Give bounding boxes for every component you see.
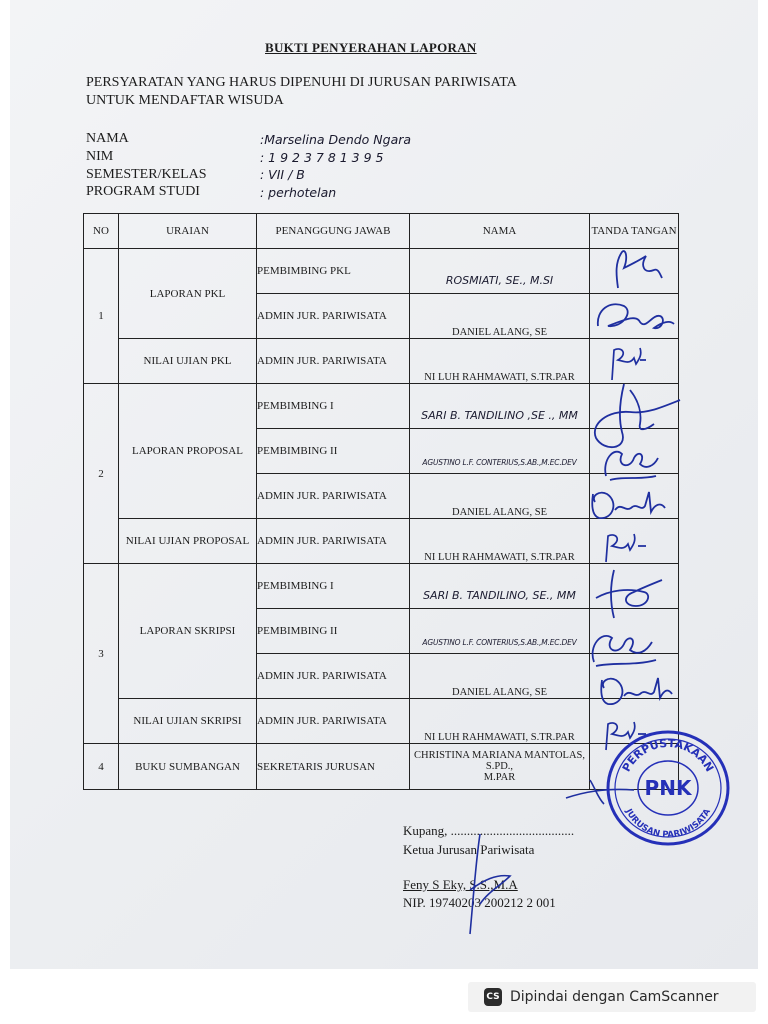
prodi-value: : perhotelan: [260, 185, 337, 200]
nama-cell: [410, 474, 590, 519]
table-row: [84, 699, 679, 744]
pj-cell: ADMIN JUR. PARIWISATA: [257, 519, 410, 564]
table-row: [84, 519, 679, 564]
signatory-nip: NIP. 19740203 200212 2 001: [403, 895, 556, 910]
printed-name: DANIEL ALANG, SE: [452, 327, 547, 338]
handwritten-name: SARI B. TANDILINO, SE., MM: [423, 589, 576, 602]
printed-name: M.PAR: [483, 772, 516, 783]
camscanner-logo-icon: CS: [484, 988, 502, 1006]
uraian-cell: BUKU SUMBANGAN: [119, 744, 257, 790]
pj-cell: PEMBIMBING I: [257, 384, 410, 429]
semester-label: SEMESTER/KELAS: [86, 167, 207, 182]
header-tanda-tangan: TANDA TANGAN: [590, 214, 679, 249]
row-number: 1: [84, 249, 119, 384]
camscanner-text: Dipindai dengan CamScanner: [510, 989, 719, 1005]
nama-cell: [410, 339, 590, 384]
row-number: 2: [84, 384, 119, 564]
signature-cell: [590, 249, 679, 294]
handwritten-name: SARI B. TANDILINO ,SE ., MM: [421, 409, 578, 422]
pj-cell: PEMBIMBING II: [257, 429, 410, 474]
semester-value: : VII / B: [260, 167, 305, 182]
handwritten-name: AGUSTINO L.F. CONTERIUS,S.AB.,M.EC.DEV: [422, 638, 577, 647]
requirement-line-2: UNTUK MENDAFTAR WISUDA: [86, 93, 284, 108]
signatory-role: Ketua Jurusan Pariwisata: [403, 842, 535, 857]
submission-table: [83, 213, 679, 790]
signature-cell: [590, 609, 679, 654]
nama-cell: [410, 744, 590, 790]
nama-cell: [410, 429, 590, 474]
pj-cell: ADMIN JUR. PARIWISATA: [257, 699, 410, 744]
handwritten-name: AGUSTINO L.F. CONTERIUS,S.AB.,M.EC.DEV: [422, 458, 577, 467]
pj-cell: PEMBIMBING I: [257, 564, 410, 609]
pj-cell: PEMBIMBING II: [257, 609, 410, 654]
nama-cell: [410, 699, 590, 744]
document-title: BUKTI PENYERAHAN LAPORAN: [265, 40, 477, 55]
nama-value: :Marselina Dendo Ngara: [260, 132, 412, 147]
signatory-name: Feny S Eky, S.S.,M.A: [403, 877, 518, 892]
printed-name: NI LUH RAHMAWATI, S.TR.PAR: [424, 732, 575, 743]
nim-value: : 1 9 2 3 7 8 1 3 9 5: [260, 150, 384, 165]
table-row: [84, 744, 679, 790]
nim-label: NIM: [86, 149, 114, 164]
header-penanggung-jawab: PENANGGUNG JAWAB: [257, 214, 410, 249]
nama-cell: [410, 519, 590, 564]
header-no: NO: [84, 214, 119, 249]
stamp-top-text: PERPUSTAKAAN: [619, 736, 717, 774]
prodi-label: PROGRAM STUDI: [86, 184, 200, 199]
signature-cell: [590, 474, 679, 519]
pj-cell: PEMBIMBING PKL: [257, 249, 410, 294]
pj-cell: ADMIN JUR. PARIWISATA: [257, 339, 410, 384]
signature-cell: [590, 294, 679, 339]
pj-cell: ADMIN JUR. PARIWISATA: [257, 474, 410, 519]
pj-cell: SEKRETARIS JURUSAN: [257, 744, 410, 790]
uraian-cell: LAPORAN PKL: [119, 249, 257, 339]
row-number: 4: [84, 744, 119, 790]
signature-cell: [590, 384, 679, 429]
header-nama: NAMA: [410, 214, 590, 249]
signature-cell: [590, 654, 679, 699]
uraian-cell: NILAI UJIAN PKL: [119, 339, 257, 384]
table-row: [84, 384, 679, 429]
handwritten-name: ROSMIATI, SE., M.SI: [445, 274, 554, 287]
signature-cell: [590, 429, 679, 474]
camscanner-watermark: [468, 982, 756, 1012]
table-header-row: [84, 214, 679, 249]
printed-name: DANIEL ALANG, SE: [452, 507, 547, 518]
stamp-center-text: PNK: [644, 776, 692, 800]
signature-cell: [590, 699, 679, 744]
nama-cell: [410, 294, 590, 339]
table-row: [84, 564, 679, 609]
nama-cell: [410, 654, 590, 699]
uraian-cell: LAPORAN PROPOSAL: [119, 384, 257, 519]
printed-name: DANIEL ALANG, SE: [452, 687, 547, 698]
signature-cell: [590, 744, 679, 790]
nama-cell: [410, 384, 590, 429]
uraian-cell: LAPORAN SKRIPSI: [119, 564, 257, 699]
printed-name: NI LUH RAHMAWATI, S.TR.PAR: [424, 552, 575, 563]
pj-cell: ADMIN JUR. PARIWISATA: [257, 654, 410, 699]
nama-cell: [410, 249, 590, 294]
signature-cell: [590, 339, 679, 384]
nama-cell: [410, 609, 590, 654]
header-uraian: URAIAN: [119, 214, 257, 249]
stamp-bottom-text: JURUSAN PARIWISATA: [623, 807, 713, 841]
printed-name: NI LUH RAHMAWATI, S.TR.PAR: [424, 372, 575, 383]
uraian-cell: NILAI UJIAN PROPOSAL: [119, 519, 257, 564]
requirement-line-1: PERSYARATAN YANG HARUS DIPENUHI DI JURUSAN PARIWISATA: [86, 75, 517, 90]
place-date: Kupang, ......................................: [403, 823, 575, 838]
nama-cell: [410, 564, 590, 609]
nama-label: NAMA: [86, 131, 129, 146]
pj-cell: ADMIN JUR. PARIWISATA: [257, 294, 410, 339]
row-number: 3: [84, 564, 119, 744]
table-row: [84, 339, 679, 384]
table-row: [84, 249, 679, 294]
signature-cell: [590, 564, 679, 609]
printed-name: CHRISTINA MARIANA MANTOLAS, S.PD.,: [413, 750, 586, 772]
signature-cell: [590, 519, 679, 564]
uraian-cell: NILAI UJIAN SKRIPSI: [119, 699, 257, 744]
